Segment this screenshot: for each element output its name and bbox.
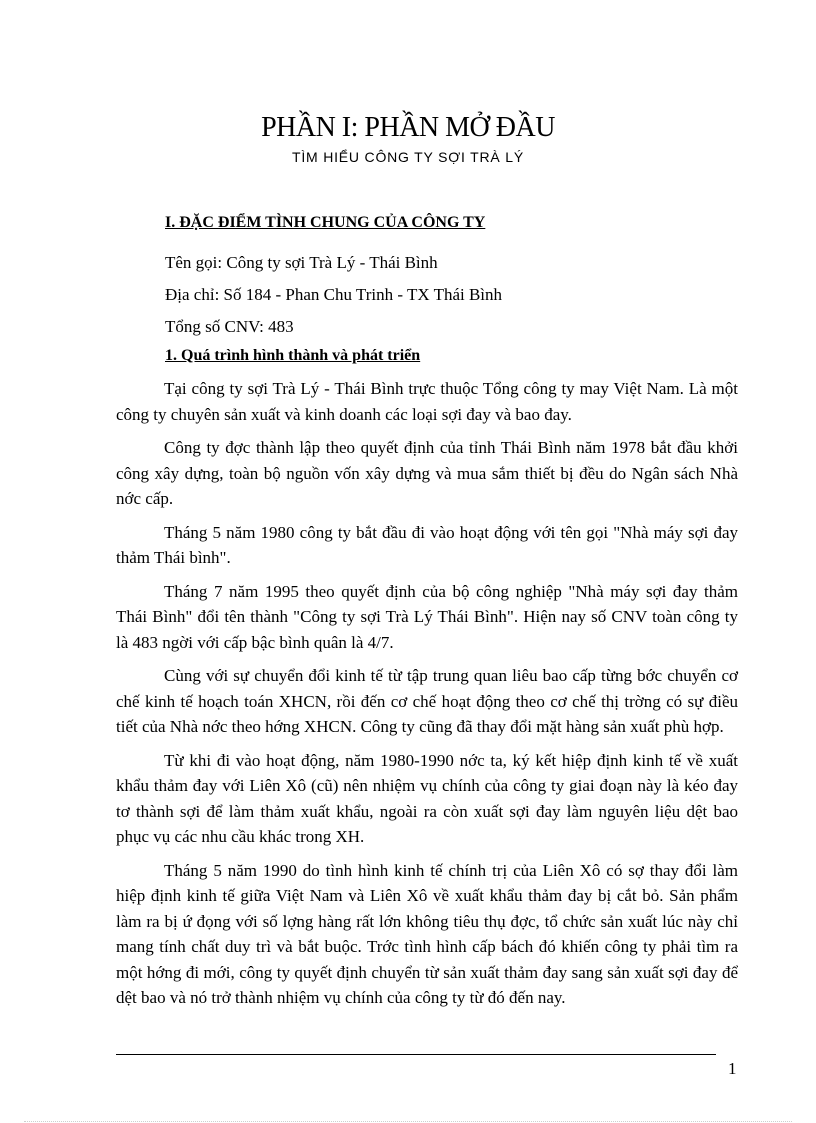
paragraph: Từ khi đi vào hoạt động, năm 1980-1990 nớc ta, ký kết hiệp định kinh tế về xuất khẩu thảm đay với Liên Xô (cũ) nên nhiệm vụ chính của công ty giai đoạn này là kéo đay tơ thành sợi để làm thảm xuất khẩu, ngoài ra còn xuất sợi đay làm nguyên liệu dệt bao phục vụ các nhu cầu khác trong XH. <box>116 750 738 846</box>
paragraph: Tại công ty sợi Trà Lý - Thái Bình trực thuộc Tổng công ty may Việt Nam. Là một công ty chuyên sản xuất và kinh doanh các loại sợi đay và bao đay. <box>116 379 738 424</box>
employee-count-line: Tổng số CNV: 483 <box>165 317 294 336</box>
company-address-line: Địa chỉ: Số 184 - Phan Chu Trinh - TX Thái Bình <box>165 285 503 304</box>
paragraph: Công ty đợc thành lập theo quyết định của tỉnh Thái Bình năm 1978 bắt đầu khởi công xây dựng, toàn bộ nguồn vốn xây dựng và mua sắm thiết bị đều do Ngân sách Nhà nớc cấp. <box>116 438 738 508</box>
section-heading: I. ĐẶC ĐIỂM TÌNH CHUNG CỦA CÔNG TY <box>165 214 486 231</box>
page-number: 1 <box>728 1059 737 1078</box>
page-title: PHẦN I: PHẦN MỞ ĐẦU <box>261 112 555 143</box>
paragraph: Tháng 7 năm 1995 theo quyết định của bộ công nghiệp "Nhà máy sợi đay thảm Thái Bình" đổi tên thành "Công ty sợi Trà Lý Thái Bình". Hiện nay số CNV toàn công ty là 483 ngời với cấp bậc bình quân là 4/7. <box>116 581 738 652</box>
page-bottom-divider <box>24 1121 792 1122</box>
page-subtitle: TÌM HIỂU CÔNG TY SỢI TRÀ LÝ <box>292 149 524 165</box>
company-name-line: Tên gọi: Công ty sợi Trà Lý - Thái Bình <box>165 253 438 272</box>
footer-rule <box>116 1054 716 1055</box>
sub-heading: 1. Quá trình hình thành và phát triển <box>165 347 421 364</box>
paragraph: Tháng 5 năm 1990 do tình hình kinh tế chính trị của Liên Xô có sợ thay đổi làm hiệp định kinh tế giữa Việt Nam và Liên Xô về xuất khẩu thảm đay bị cắt bỏ. Sản phẩm làm ra bị ứ đọng với số lợng hàng rất lớn không tiêu thụ đợc, tổ chức sản xuất lúc này chỉ mang tính chất duy trì và bắt buộc. Trớc tình hình cấp bách đó khiến công ty phải tìm ra một hớng đi mới, công ty quyết định chuyển từ sản xuất thảm đay sang sản xuất sợi đay để dệt bao và nó trở thành nhiệm vụ chính của công ty từ đó đến nay. <box>116 860 738 1007</box>
paragraph: Tháng 5 năm 1980 công ty bắt đầu đi vào hoạt động với tên gọi "Nhà máy sợi đay thảm Thái bình". <box>116 522 738 567</box>
body-text <box>116 376 738 1019</box>
paragraph: Cùng với sự chuyển đổi kinh tế từ tập trung quan liêu bao cấp từng bớc chuyển cơ chế kinh tế hoạch toán XHCN, rồi đến cơ chế hoạt động theo cơ chế thị trờng có sự điều tiết của Nhà nớc theo hớng XHCN. Công ty cũng đã thay đổi mặt hàng sản xuất phù hợp. <box>116 666 738 736</box>
